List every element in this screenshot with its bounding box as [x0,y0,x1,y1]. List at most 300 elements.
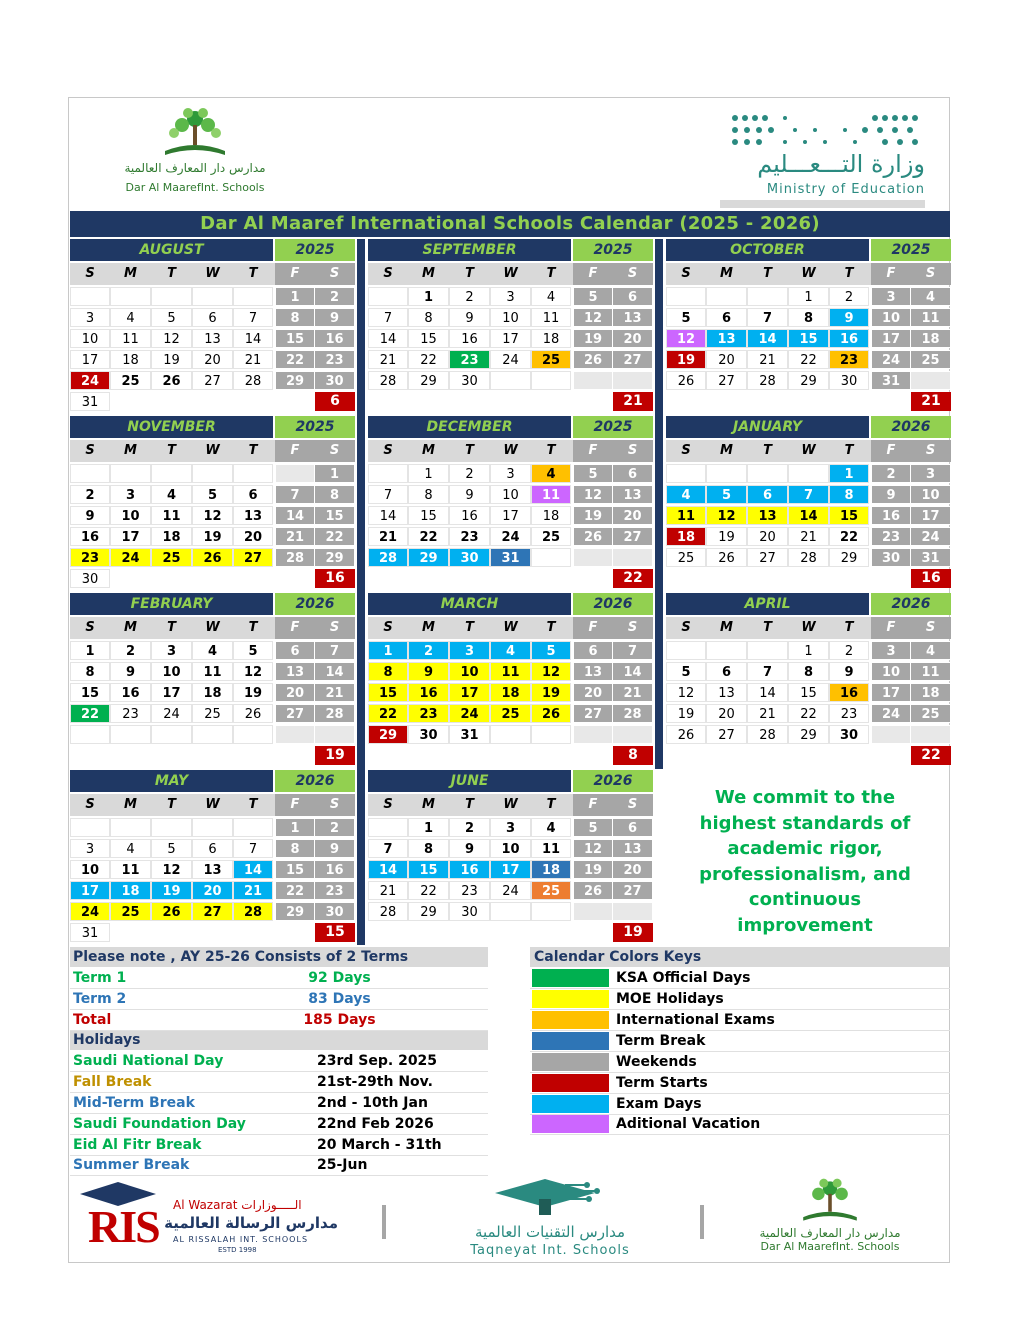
day-cell: 21 [314,683,355,702]
month-name: JANUARY [666,416,869,438]
term-value: 185 Days [303,1012,376,1028]
day-cell: 7 [788,485,829,504]
day-cell: 12 [573,485,613,504]
color-key-label: Weekends [616,1054,697,1070]
day-cell: 11 [192,662,233,681]
day-cell: 13 [573,662,613,681]
weekday-header: T [248,797,258,812]
day-cell: 14 [368,506,408,525]
day-cell: 29 [788,371,829,390]
day-cell: 6 [275,641,315,660]
day-cell: 1 [408,818,449,837]
day-cell: 19 [706,527,747,546]
day-cell: 31 [490,548,531,567]
term-value: 92 Days [308,970,371,986]
day-cell: 2 [449,818,490,837]
day-cell: 9 [314,839,355,858]
day-cell: 3 [871,287,911,306]
day-cell [531,725,571,744]
holiday-label: Saudi Foundation Day [73,1116,246,1132]
color-key-swatch [532,1115,609,1133]
day-cell: 13 [747,506,788,525]
weekday-header: S [612,263,653,285]
day-cell: 13 [233,506,273,525]
day-cell [233,464,273,483]
taqneyat-arabic: مدارس التقنيات العالمية [474,1223,626,1241]
month-year: 2026 [275,770,355,792]
day-cell: 6 [747,485,788,504]
day-cell: 7 [368,839,408,858]
day-cell: 2 [314,287,355,306]
color-key-label: Aditional Vacation [616,1116,761,1132]
weekday-header: S [910,617,951,639]
day-cell [706,641,747,660]
day-cell: 19 [573,329,613,348]
day-cell: 10 [490,485,531,504]
weekday-header: T [844,443,854,458]
weekday-header: S [681,266,691,281]
weekday-header: T [465,443,474,458]
day-cell [151,464,192,483]
day-cell: 30 [829,371,869,390]
day-cell: 16 [314,329,355,348]
holiday-date: 25-Jun [317,1157,368,1173]
day-cell: 1 [408,464,449,483]
day-cell: 23 [449,527,490,546]
ris-top-text: Al Wazarat الـــــوزارات [173,1198,302,1212]
day-cell: 20 [612,860,653,879]
day-cell: 1 [368,641,408,660]
day-cell: 19 [192,527,233,546]
weekday-header: M [720,266,733,281]
day-cell: 7 [368,485,408,504]
day-cell: 10 [490,308,531,327]
weekday-header: F [573,440,613,462]
day-cell: 2 [70,485,110,504]
weekday-header: S [314,440,355,462]
day-cell: 25 [531,881,571,900]
weekday-header: T [546,797,556,812]
term-label: Term 1 [73,970,127,986]
day-cell: 16 [110,683,151,702]
day-cell: 23 [871,527,911,546]
weekday-header: W [503,266,518,281]
dar-logo-english: Dar Al MaarefInt. Schools [125,181,265,194]
day-cell: 3 [490,287,531,306]
weekday-header: T [167,620,176,635]
holiday-label: Summer Break [73,1157,190,1173]
day-cell: 30 [829,725,869,744]
day-cell: 21 [368,881,408,900]
day-cell: 2 [829,287,869,306]
day-cell: 20 [706,704,747,723]
day-cell: 3 [449,641,490,660]
day-cell [666,641,706,660]
row-divider [70,1175,488,1176]
day-cell: 5 [573,464,613,483]
day-cell: 24 [151,704,192,723]
month-name: OCTOBER [666,239,869,261]
day-cell [192,725,233,744]
day-cell: 13 [612,485,653,504]
day-cell [531,371,571,390]
day-cell: 20 [275,683,315,702]
day-cell: 27 [612,527,653,546]
day-cell: 29 [408,902,449,921]
month-day-count: 21 [911,392,951,411]
day-cell: 14 [747,329,788,348]
weekday-header: S [314,617,355,639]
day-cell: 7 [368,308,408,327]
day-cell [70,287,110,306]
day-cell [110,287,151,306]
day-cell: 4 [151,485,192,504]
weekday-header: F [871,440,911,462]
weekday-header: T [763,443,772,458]
term-label: Term 2 [73,991,127,1007]
day-cell: 3 [490,818,531,837]
ris-arabic: مدارس الرسالة العالمية [164,1214,338,1232]
day-cell: 18 [110,881,151,900]
weekday-header: S [910,440,951,462]
day-cell: 26 [573,527,613,546]
month-march [368,593,653,768]
day-cell: 17 [871,329,911,348]
day-cell: 27 [706,371,747,390]
day-cell [531,548,571,567]
day-cell: 28 [314,704,355,723]
terms-note: Please note , AY 25-26 Consists of 2 Terms [73,949,409,965]
weekday-header: T [465,620,474,635]
day-cell: 21 [788,527,829,546]
day-cell: 23 [70,548,110,567]
day-cell: 4 [110,308,151,327]
day-cell: 10 [70,860,110,879]
color-key-label: International Exams [616,1012,775,1028]
day-cell: 15 [408,860,449,879]
color-key-swatch [532,1032,609,1050]
day-cell [573,371,613,390]
column-separator [655,239,663,769]
day-cell: 12 [666,329,706,348]
weekday-header: F [871,263,911,285]
day-cell: 22 [275,350,315,369]
month-year: 2025 [573,239,653,261]
taqneyat-english: Taqneyat Int. Schools [470,1243,630,1258]
day-cell: 1 [70,641,110,660]
day-cell: 23 [449,881,490,900]
day-cell: 29 [788,725,829,744]
day-cell: 27 [612,881,653,900]
holiday-label: Mid-Term Break [73,1095,195,1111]
weekday-header: M [124,266,137,281]
day-cell: 28 [368,371,408,390]
day-cell: 25 [910,704,951,723]
weekday-header-row [666,263,951,285]
weekday-header-row [70,440,355,462]
day-cell: 5 [151,839,192,858]
moe-dots-icon [725,112,925,150]
day-cell: 13 [612,308,653,327]
day-cell: 22 [408,881,449,900]
day-cell: 28 [233,902,273,921]
day-cell: 19 [531,683,571,702]
weekday-header: S [383,797,393,812]
day-cell: 21 [368,527,408,546]
day-cell: 16 [314,860,355,879]
day-cell: 5 [666,662,706,681]
day-cell: 14 [233,860,273,879]
day-cell [110,818,151,837]
day-cell: 6 [192,308,233,327]
day-cell: 8 [829,485,869,504]
day-cell: 22 [829,527,869,546]
day-cell: 20 [192,881,233,900]
day-cell: 12 [151,329,192,348]
color-key-swatch [532,969,609,987]
footer-divider [382,1205,386,1239]
tree-book-icon [795,1176,865,1226]
day-cell: 21 [368,350,408,369]
weekday-header: S [85,620,95,635]
month-january [666,416,951,591]
day-cell: 7 [275,485,315,504]
dar-al-maaref-logo [105,105,285,200]
day-cell: 7 [747,308,788,327]
day-cell: 12 [233,662,273,681]
weekday-header: M [422,620,435,635]
day-cell: 28 [275,548,315,567]
weekday-header-row [666,617,951,639]
day-cell: 19 [151,881,192,900]
weekday-header: M [124,620,137,635]
day-cell: 30 [449,902,490,921]
day-cell: 15 [408,329,449,348]
weekday-header: W [205,620,220,635]
color-key-label: MOE Holidays [616,991,724,1007]
day-cell: 29 [368,725,408,744]
day-cell: 4 [110,839,151,858]
day-cell: 14 [368,860,408,879]
day-cell: 30 [70,569,110,588]
month-day-count: 22 [613,569,653,588]
day-cell [531,902,571,921]
day-cell: 15 [70,683,110,702]
day-cell: 16 [871,506,911,525]
day-cell: 4 [531,287,571,306]
day-cell: 18 [531,506,571,525]
day-cell [490,725,531,744]
day-cell: 11 [531,485,571,504]
color-keys-heading: Calendar Colors Keys [534,949,702,965]
day-cell: 10 [910,485,951,504]
day-cell: 26 [706,548,747,567]
color-key-swatch [532,1053,609,1071]
day-cell: 10 [151,662,192,681]
day-cell: 21 [275,527,315,546]
weekday-header: T [763,620,772,635]
day-cell: 30 [314,902,355,921]
month-header [70,416,355,438]
month-september [368,239,653,414]
day-cell: 20 [192,350,233,369]
day-cell: 2 [110,641,151,660]
day-cell: 4 [531,464,571,483]
day-cell: 10 [871,662,911,681]
weekday-header: S [612,794,653,816]
day-cell: 13 [192,329,233,348]
day-cell [910,725,951,744]
day-cell [368,464,408,483]
day-cell: 17 [151,683,192,702]
day-cell: 24 [871,704,911,723]
day-cell: 17 [910,506,951,525]
day-cell: 15 [829,506,869,525]
day-cell: 21 [612,683,653,702]
moe-logo-english: Ministry of Education [766,182,925,197]
day-cell: 5 [666,308,706,327]
row-divider [530,1030,950,1031]
weekday-header-row [70,794,355,816]
day-cell [612,371,653,390]
day-cell: 24 [490,527,531,546]
calendar-title: Dar Al Maaref International Schools Calendar (2025 - 2026) [70,211,950,237]
day-cell: 30 [871,548,911,567]
day-cell: 17 [70,881,110,900]
day-cell: 21 [233,881,273,900]
month-name: MARCH [368,593,571,615]
month-header [368,239,653,261]
day-cell: 26 [666,371,706,390]
day-cell: 20 [747,527,788,546]
day-cell: 3 [490,464,531,483]
day-cell: 18 [910,329,951,348]
day-cell: 18 [910,683,951,702]
weekday-header: T [167,266,176,281]
day-cell: 8 [368,662,408,681]
day-cell: 17 [110,527,151,546]
day-cell: 23 [829,350,869,369]
day-cell: 26 [192,548,233,567]
day-cell: 28 [368,548,408,567]
day-cell: 6 [233,485,273,504]
day-cell [490,371,531,390]
day-cell: 24 [449,704,490,723]
day-cell: 29 [275,371,315,390]
month-header [666,593,951,615]
month-year: 2025 [871,239,951,261]
month-year: 2026 [573,593,653,615]
day-cell: 9 [449,485,490,504]
month-may [70,770,355,945]
month-header [666,239,951,261]
holiday-date: 23rd Sep. 2025 [317,1053,438,1069]
day-cell: 21 [747,350,788,369]
weekday-header: S [85,797,95,812]
day-cell: 24 [490,350,531,369]
holiday-label: Eid Al Fitr Break [73,1137,202,1153]
day-cell: 27 [747,548,788,567]
day-cell: 28 [612,704,653,723]
month-name: FEBRUARY [70,593,273,615]
taqneyat-logo [440,1175,660,1260]
weekday-header-row [70,617,355,639]
weekday-header: F [871,617,911,639]
day-cell: 19 [233,683,273,702]
day-cell: 1 [314,464,355,483]
month-day-count: 16 [911,569,951,588]
weekday-header: T [546,443,556,458]
day-cell: 27 [275,704,315,723]
day-cell: 31 [910,548,951,567]
day-cell: 8 [408,839,449,858]
day-cell: 27 [706,725,747,744]
day-cell: 9 [829,308,869,327]
day-cell: 5 [233,641,273,660]
day-cell: 30 [408,725,449,744]
day-cell: 23 [314,350,355,369]
day-cell: 31 [871,371,911,390]
weekday-header: F [275,440,315,462]
month-year: 2025 [573,416,653,438]
day-cell: 18 [110,350,151,369]
term-label: Total [73,1012,112,1028]
footer-divider [700,1205,704,1239]
day-cell: 15 [788,329,829,348]
day-cell: 10 [110,506,151,525]
day-cell: 18 [192,683,233,702]
day-cell: 3 [910,464,951,483]
day-cell: 2 [449,464,490,483]
day-cell: 24 [871,350,911,369]
day-cell: 6 [612,287,653,306]
dar-al-maaref-footer-logo [735,1176,925,1256]
day-cell [233,818,273,837]
weekday-header-row [368,263,653,285]
weekday-header: W [801,266,816,281]
color-key-label: Exam Days [616,1096,702,1112]
weekday-header: F [573,263,613,285]
day-cell: 8 [788,662,829,681]
weekday-header: W [205,797,220,812]
day-cell: 4 [192,641,233,660]
weekday-header-row [70,263,355,285]
day-cell: 2 [314,818,355,837]
day-cell: 3 [110,485,151,504]
day-cell [573,725,613,744]
day-cell: 9 [70,506,110,525]
day-cell [788,464,829,483]
day-cell: 8 [788,308,829,327]
month-june [368,770,653,945]
weekday-header: M [720,443,733,458]
day-cell: 11 [910,662,951,681]
month-header [368,593,653,615]
day-cell: 2 [871,464,911,483]
day-cell: 26 [666,725,706,744]
weekday-header: S [85,266,95,281]
day-cell [275,725,315,744]
day-cell: 23 [829,704,869,723]
day-cell [612,725,653,744]
color-key-label: Term Break [616,1033,706,1049]
day-cell: 7 [314,641,355,660]
day-cell: 6 [612,464,653,483]
day-cell: 13 [706,329,747,348]
color-key-swatch [532,990,609,1008]
day-cell: 22 [314,527,355,546]
day-cell: 11 [110,329,151,348]
